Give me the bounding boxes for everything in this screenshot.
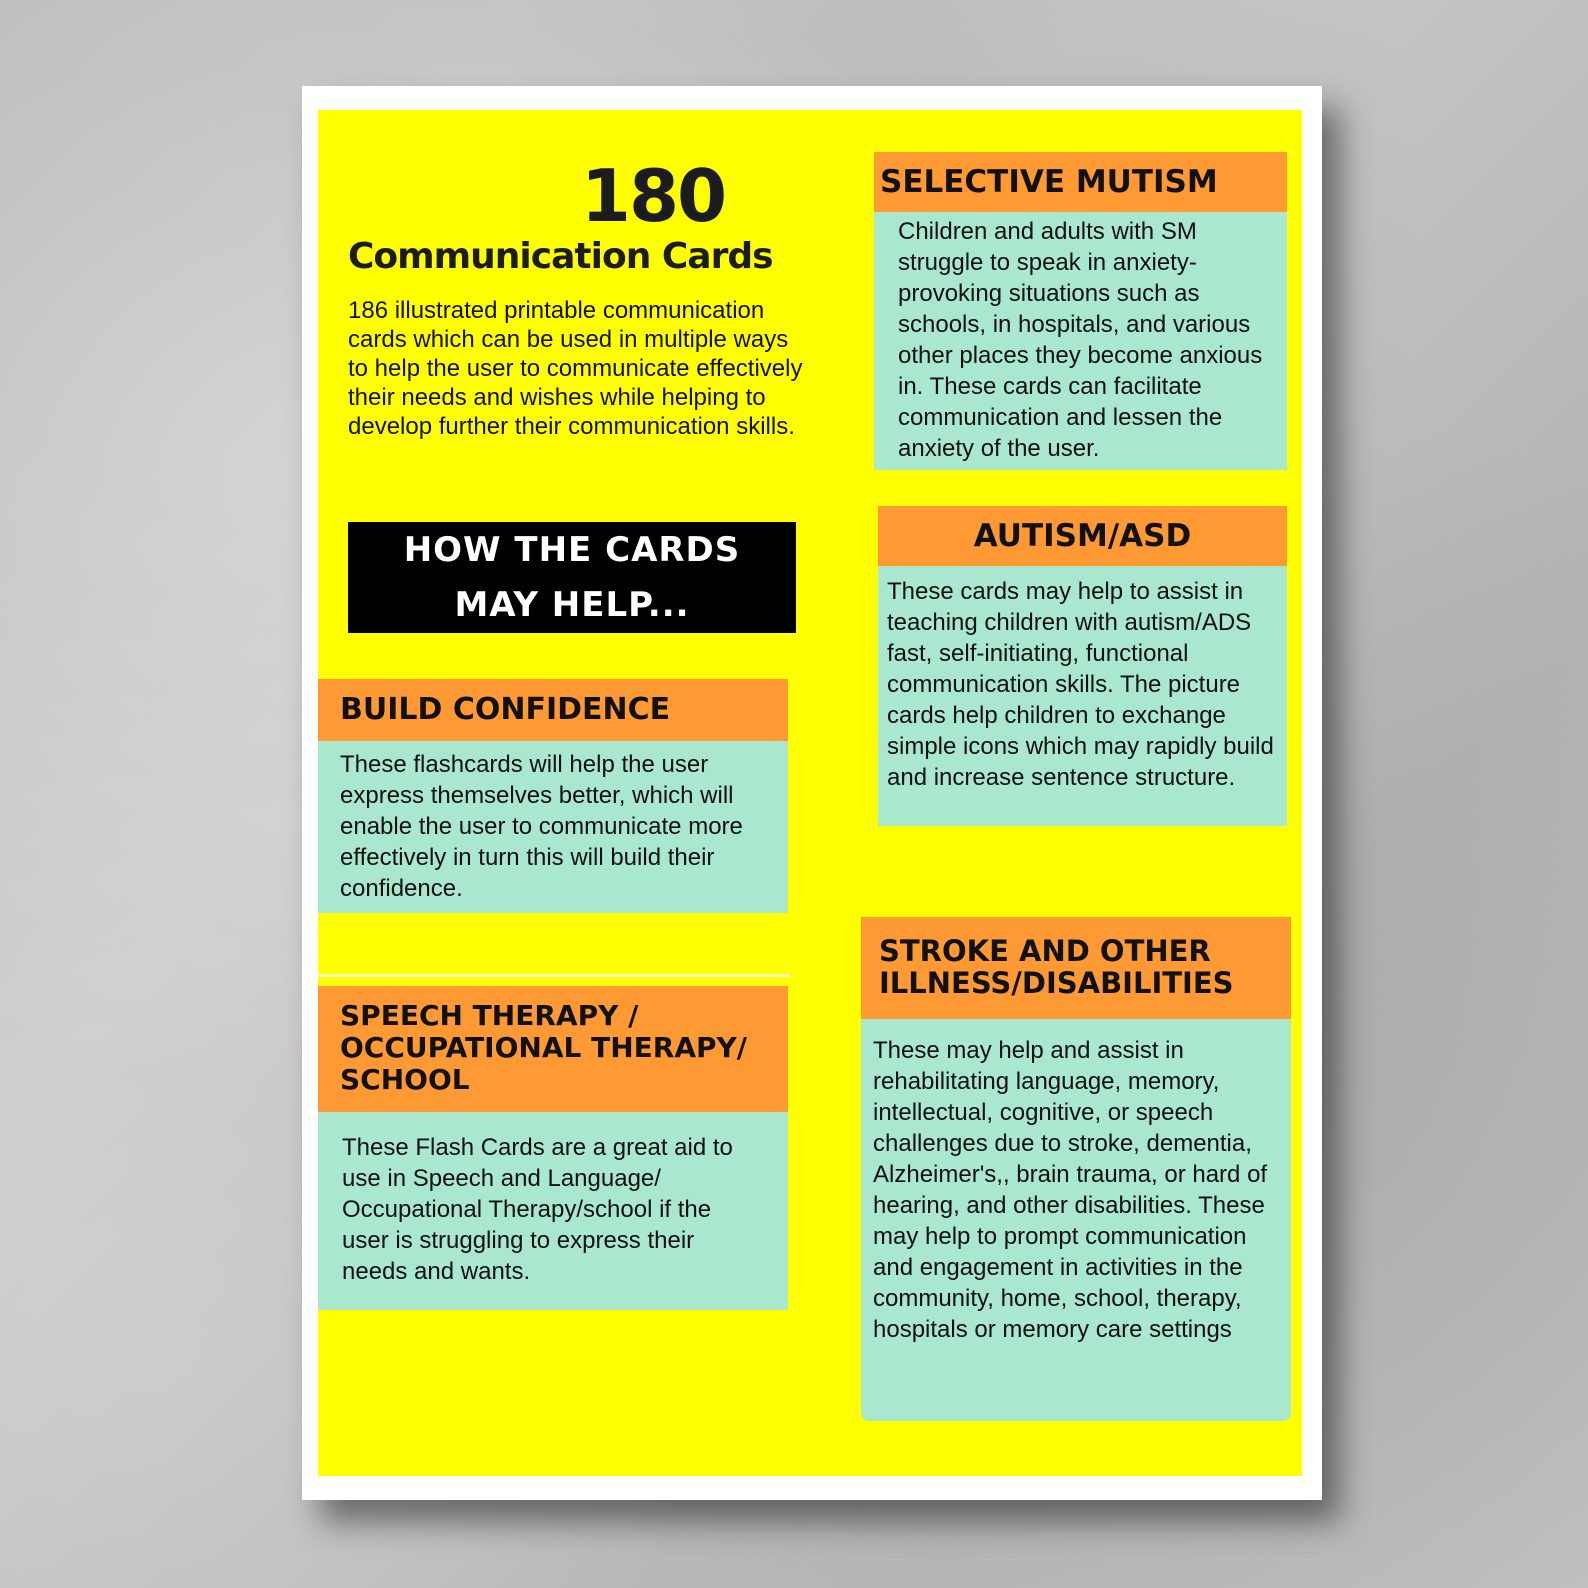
build-confidence-heading-text: BUILD CONFIDENCE [340, 692, 671, 727]
speech-therapy-heading [318, 986, 788, 1112]
speech-therapy-body [318, 1112, 788, 1310]
poster-sheet [302, 86, 1322, 1500]
autism-heading [878, 506, 1287, 566]
autism-body [878, 566, 1287, 826]
stroke-heading [861, 917, 1291, 1019]
stroke-heading-text: STROKE AND OTHER ILLNESS/DISABILITIES [879, 934, 1234, 1000]
selective-mutism-body-text: Children and adults with SM struggle to speak in anxiety-provoking situations such as schools, in hospitals, and various other places they become anxious in. These cards can facilitate communication and lessen the anxiety of the user. [898, 218, 1263, 462]
speech-therapy-body-text: These Flash Cards are a great aid to use in Speech and Language/ Occupational Therapy/school if the user is struggling to express their needs and wants. [342, 1134, 733, 1285]
selective-mutism-heading [874, 152, 1287, 212]
poster-yellow-panel [318, 110, 1302, 1476]
intro-paragraph: 186 illustrated printable communication cards which can be used in multiple ways to help the user to communicate effectively their needs and wishes while helping to develop further their communication skills. [348, 297, 803, 440]
selective-mutism-body [874, 212, 1287, 470]
autism-heading-text: AUTISM/ASD [973, 518, 1192, 554]
stroke-body-text: These may help and assist in rehabilitating language, memory, intellectual, cognitive, or speech challenges due to stroke, dementia, Alzheimer's,, brain trauma, or hard of hearing, and other disabilities. These may help to prompt communication and engagement in activities in the community, home, school, therapy, hospitals or memory care settings [873, 1037, 1268, 1343]
build-confidence-body [318, 741, 788, 913]
speech-therapy-heading-text: SPEECH THERAPY / OCCUPATIONAL THERAPY/ SCHOOL [340, 999, 748, 1096]
autism-body-text: These cards may help to assist in teaching children with autism/ADS fast, self-initiating, functional communication skills. The picture cards help children to exchange simple icons which may rapidly build and increase sentence structure. [887, 578, 1274, 791]
how-cards-help-banner [348, 522, 796, 633]
build-confidence-body-text: These flashcards will help the user express themselves better, which will enable the user to communicate more effectively in turn this will build their confidence. [340, 751, 743, 902]
section-divider [318, 974, 790, 977]
card-count-number: 180 [580, 154, 726, 238]
how-cards-help-text: HOW THE CARDS MAY HELP... [403, 529, 741, 625]
stroke-body [861, 1019, 1291, 1421]
build-confidence-heading [318, 679, 788, 741]
poster-title: Communication Cards [348, 236, 773, 277]
selective-mutism-heading-text: SELECTIVE MUTISM [880, 164, 1218, 200]
